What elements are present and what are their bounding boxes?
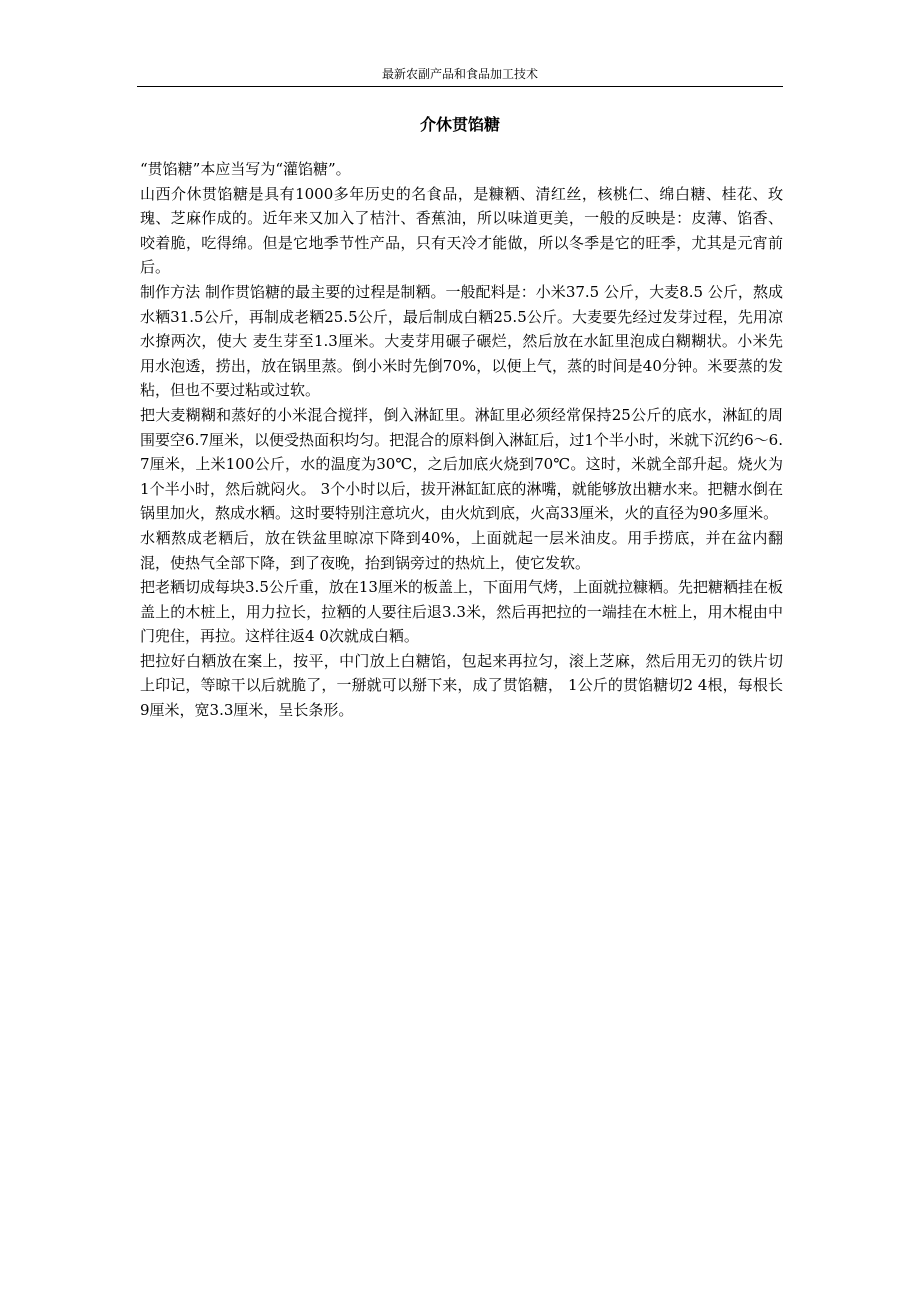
paragraph-pulling: 把老粞切成每块3.5公斤重，放在13厘米的板盖上，下面用气烤，上面就拉糠粞。先把糖粞挂在板盖上的木桩上，用力拉长，拉粞的人要往后退3.3米，然后再把拉的一端挂在木桩上，用木棍由中门兜住，再拉。这样往返4 0次就成白粞。 xyxy=(140,578,783,646)
paragraph-cooling: 水粞熬成老粞后，放在铁盆里晾凉下降到40%，上面就起一层米油皮。用手捞底，并在盆内翻混，使热气全部下降，到了夜晚，抬到锅旁过的热炕上，使它发软。 xyxy=(140,528,783,572)
paragraph-note: “贯馅糖”本应当写为“灌馅糖”。 xyxy=(140,160,351,178)
paragraph-finishing: 把拉好白粞放在案上，按平，中门放上白糖馅，包起来再拉匀，滚上芝麻，然后用无刃的铁片切上印记，等晾干以后就脆了，一掰就可以掰下来，成了贯馅糖， 1公斤的贯馅糖切2 4根，每根长9厘米，宽3.3厘米，呈长条形。 xyxy=(140,651,783,720)
header-text: 最新农副产品和食品加工技术 xyxy=(381,67,538,81)
document-title: 介休贯馅糖 xyxy=(419,115,500,134)
paragraph-mixing: 把大麦糊糊和蒸好的小米混合搅拌，倒入淋缸里。淋缸里必须经常保持25公斤的底水，淋缸的周围要空6.7厘米，以便受热面积均匀。把混合的原料倒入淋缸后，过1个半小时，米就下沉约6～6.7厘米，上米100公斤，水的温度为30℃，之后加底火烧到70℃。这时，米就全部升起。烧火为1个半小时，然后就闷火。 3个小时以后，拔开淋缸缸底的淋嘴，就能够放出糖水来。把糖水倒在锅里加火，熬成水粞。这时要特别注意坑火，由火炕到底，火高33厘米，火的直径为90多厘米。 xyxy=(140,405,783,523)
paragraph-intro: 山西介休贯馅糖是具有1000多年历史的名食品，是糠粞、清红丝，核桃仁、绵白糖、桂花、玫瑰、芝麻作成的。近年来又加入了桔汁、香蕉油，所以味道更美，一般的反映是：皮薄、馅香、咬着脆，吃得绵。但是它地季节性产品，只有天冷才能做，所以冬季是它的旺季，尤其是元宵前后。 xyxy=(140,184,783,277)
paragraph-method: 制作方法 制作贯馅糖的最主要的过程是制粞。一般配料是：小米37.5 公斤，大麦8.5 公斤，熬成水粞31.5公斤，再制成老粞25.5公斤，最后制成白粞25.5公斤。大麦要先经过发芽过程，先用凉水撩两次，使大 麦生芽至1.3厘米。大麦芽用碾子碾烂，然后放在水缸里泡成白糊糊状。小米先用水泡透，捞出，放在锅里蒸。倒小米时先倒70%，以便上气，蒸的时间是40分钟。米要蒸的发粘，但也不要过粘或过软。 xyxy=(140,282,783,400)
page-header xyxy=(137,64,783,87)
document-body xyxy=(140,157,783,723)
